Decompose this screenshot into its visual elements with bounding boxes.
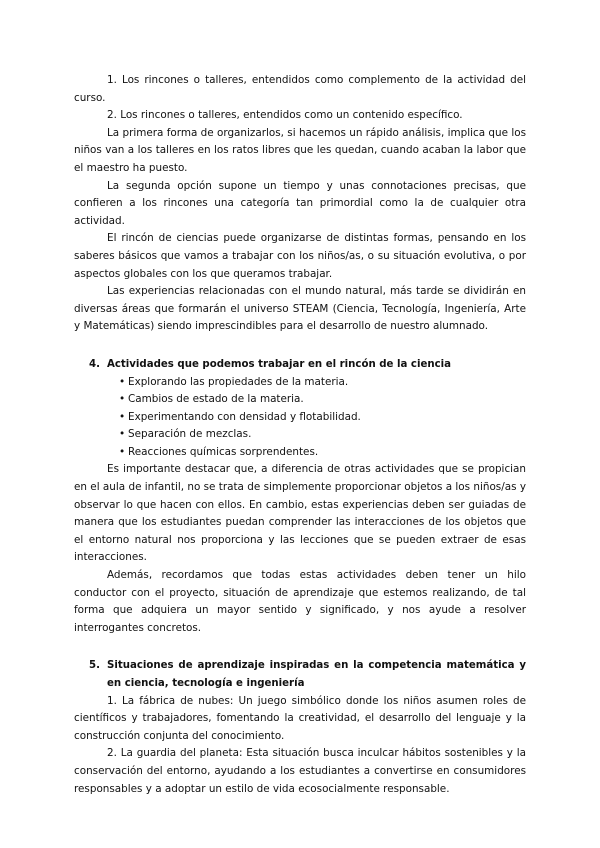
intro-paragraph-4: La segunda opción supone un tiempo y unas connotaciones precisas, que confieren a los rincones una categoría tan primordial como la de cualquier otra actividad. (74, 179, 526, 227)
section-4-heading (74, 356, 526, 374)
intro-paragraph-1: 1. Los rincones o talleres, entendidos como complemento de la actividad del curso. (74, 74, 526, 104)
section-4-bullet-list (74, 374, 526, 462)
page-content (74, 72, 526, 798)
section-4-title: Actividades que podemos trabajar en el rincón de la ciencia (107, 358, 452, 370)
intro-paragraph-2: 2. Los rincones o talleres, entendidos como un contenido específico. (107, 109, 463, 122)
section-5-paragraph-2: 2. La guardia del planeta: Esta situación busca inculcar hábitos sostenibles y la conservación del entorno, ayudando a los estudiantes a convertirse en consumidores responsables y a adoptar un estilo de vida ecosocialmente responsable. (74, 747, 526, 795)
list-item: • Separación de mezclas. (119, 426, 526, 444)
list-item: • Explorando las propiedades de la materia. (119, 374, 526, 392)
section-4-paragraph-2: Además, recordamos que todas estas actividades deben tener un hilo conductor con el proyecto, situación de aprendizaje que estemos realizando, de tal forma que adquiera un mayor sentido y significado, y nos ayude a resolver interrogantes concretos. (74, 569, 526, 634)
section-4-number: 4. (89, 358, 100, 370)
list-item: • Experimentando con densidad y flotabilidad. (119, 409, 526, 427)
intro-paragraph-5: El rincón de ciencias puede organizarse de distintas formas, pensando en los saberes básicos que vamos a trabajar con los niños/as, o su situación evolutiva, o por aspectos globales con los que queramos trabajar. (74, 232, 526, 280)
section-5-heading (74, 657, 526, 692)
section-5-title: Situaciones de aprendizaje inspiradas en la competencia matemática y en ciencia, tecnología e ingeniería (107, 660, 526, 689)
section-5-paragraph-1: 1. La fábrica de nubes: Un juego simbólico donde los niños asumen roles de científicos y trabajadores, fomentando la creatividad, el desarrollo del lenguaje y la construcción conjunta del conocimiento. (74, 694, 526, 742)
list-item: • Reacciones químicas sorprendentes. (119, 444, 526, 462)
section-4-paragraph-1: Es importante destacar que, a diferencia de otras actividades que se propician en el aula de infantil, no se trata de simplemente proporcionar objetos a los niños/as y observar lo que hacen con ellos. En cambio, estas experiencias deben ser guiadas de manera que los estudiantes puedan comprender las interacciones de los objetos que el entorno natural nos proporciona y las lecciones que se pueden extraer de esas interacciones. (74, 463, 526, 564)
intro-paragraph-6: Las experiencias relacionadas con el mundo natural, más tarde se dividirán en diversas áreas que formarán el universo STEAM (Ciencia, Tecnología, Ingeniería, Arte y Matemáticas) siendo imprescindibles para el desarrollo de nuestro alumnado. (74, 285, 526, 333)
list-item: • Cambios de estado de la materia. (119, 391, 526, 409)
section-5-number: 5. (89, 660, 100, 672)
intro-paragraph-3: La primera forma de organizarlos, si hacemos un rápido análisis, implica que los niños van a los talleres en los ratos libres que les quedan, cuando acaban la labor que el maestro ha puesto. (74, 126, 526, 174)
